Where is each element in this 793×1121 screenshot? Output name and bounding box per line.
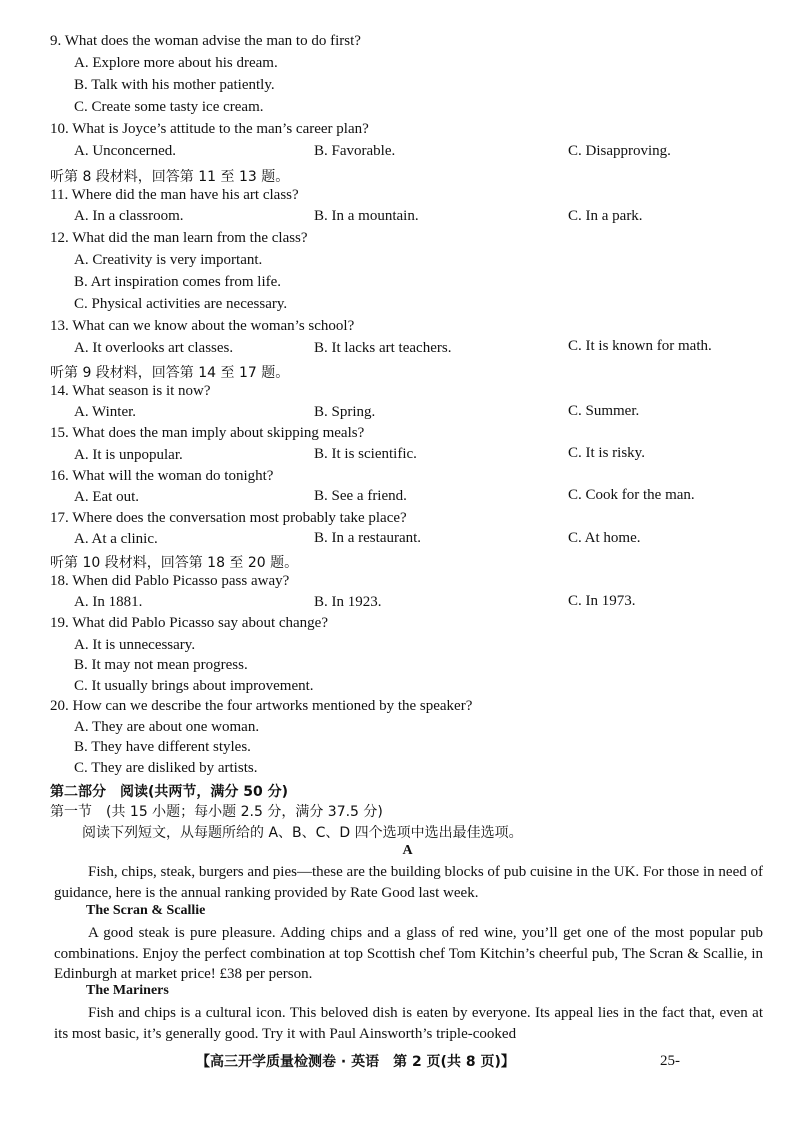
section-header-8: 听第 8 段材料，回答第 11 至 13 题。 [50,169,290,185]
question-9-option-c: C. Create some tasty ice cream. [74,99,264,115]
question-14-option-a: A. Winter. [74,404,137,420]
question-11-option-a: A. In a classroom. [74,208,184,224]
passage-label: A [402,843,413,858]
question-10-stem: 10. What is Joyce’s attitude to the man’s career plan? [50,121,369,137]
question-13-option-a: A. It overlooks art classes. [74,340,234,356]
question-16-option-b: B. See a friend. [314,488,407,504]
section-1-title: 第一节 (共 15 小题；每小题 2.5 分，满分 37.5 分) [50,804,383,820]
part-2-title: 第二部分 阅读(共两节，满分 50 分) [50,784,289,800]
question-17-stem: 17. Where does the conversation most probably take place? [50,510,407,526]
question-13-stem: 13. What can we know about the woman’s school? [50,318,355,334]
question-12-option-c: C. Physical activities are necessary. [74,296,288,312]
question-19-stem: 19. What did Pablo Picasso say about change? [50,615,328,631]
question-18-stem: 18. When did Pablo Picasso pass away? [50,573,290,589]
question-10-option-c: C. Disapproving. [568,143,671,159]
question-18-option-a: A. In 1881. [74,594,143,610]
passage-paragraph-1: A good steak is pure pleasure. Adding chips and a glass of red wine, you’ll get one of the most popular pub combinations. Enjoy the perfect combination at top Scottish chef Tom Kitchin’s cheerful pub, The Scran & Scallie, in Edinburgh at market price! £38 per person. [54,925,763,982]
question-14-option-c: C. Summer. [568,403,640,419]
question-15-option-b: B. It is scientific. [314,446,417,462]
reading-instruction: 阅读下列短文，从每题所给的 A、B、C、D 四个选项中选出最佳选项。 [82,825,523,841]
question-18-option-c: C. In 1973. [568,593,636,609]
question-9-stem: 9. What does the woman advise the man to do first? [50,33,361,49]
question-20-option-a: A. They are about one woman. [74,719,260,735]
question-20-option-b: B. They have different styles. [74,739,251,755]
passage-heading-1: The Scran & Scallie [86,903,206,918]
question-15-stem: 15. What does the man imply about skipping meals? [50,425,365,441]
question-16-option-c: C. Cook for the man. [568,487,695,503]
question-12-option-a: A. Creativity is very important. [74,252,263,268]
question-12-stem: 12. What did the man learn from the class? [50,230,308,246]
question-20-option-c: C. They are disliked by artists. [74,760,258,776]
question-19-option-b: B. It may not mean progress. [74,657,248,673]
section-header-9: 听第 9 段材料，回答第 14 至 17 题。 [50,365,290,381]
question-16-stem: 16. What will the woman do tonight? [50,468,274,484]
question-17-option-c: C. At home. [568,530,641,546]
passage-intro: Fish, chips, steak, burgers and pies—these are the building blocks of pub cuisine in the UK. For those in need of guidance, here is the annual ranking provided by Rate Good last week. [54,864,763,901]
question-20-stem: 20. How can we describe the four artworks mentioned by the speaker? [50,698,473,714]
question-17-option-b: B. In a restaurant. [314,530,422,546]
question-12-option-b: B. Art inspiration comes from life. [74,274,282,290]
question-16-option-a: A. Eat out. [74,489,139,505]
question-13-option-c: C. It is known for math. [568,338,712,354]
paper-code: 25- [660,1053,680,1069]
question-19-option-c: C. It usually brings about improvement. [74,678,314,694]
question-14-option-b: B. Spring. [314,404,376,420]
question-9-option-b: B. Talk with his mother patiently. [74,77,275,93]
question-14-stem: 14. What season is it now? [50,383,211,399]
question-10-option-b: B. Favorable. [314,143,396,159]
question-18-option-b: B. In 1923. [314,594,382,610]
question-10-option-a: A. Unconcerned. [74,143,177,159]
question-11-stem: 11. Where did the man have his art class? [50,187,299,203]
question-19-option-a: A. It is unnecessary. [74,637,196,653]
question-11-option-b: B. In a mountain. [314,208,419,224]
question-15-option-c: C. It is risky. [568,445,645,461]
question-17-option-a: A. At a clinic. [74,531,158,547]
question-15-option-a: A. It is unpopular. [74,447,183,463]
passage-paragraph-2: Fish and chips is a cultural icon. This beloved dish is eaten by everyone. Its appeal lies in the fact that, even at its most basic, it’s generally good. Try it with Paul Ainsworth’s triple-cooked [54,1005,763,1042]
passage-heading-2: The Mariners [86,983,169,998]
section-header-10: 听第 10 段材料，回答第 18 至 20 题。 [50,555,299,571]
question-9-option-a: A. Explore more about his dream. [74,55,278,71]
page-footer: 【高三开学质量检测卷 · 英语 第 2 页(共 8 页)】 [196,1054,515,1070]
question-13-option-b: B. It lacks art teachers. [314,340,452,356]
question-11-option-c: C. In a park. [568,208,643,224]
